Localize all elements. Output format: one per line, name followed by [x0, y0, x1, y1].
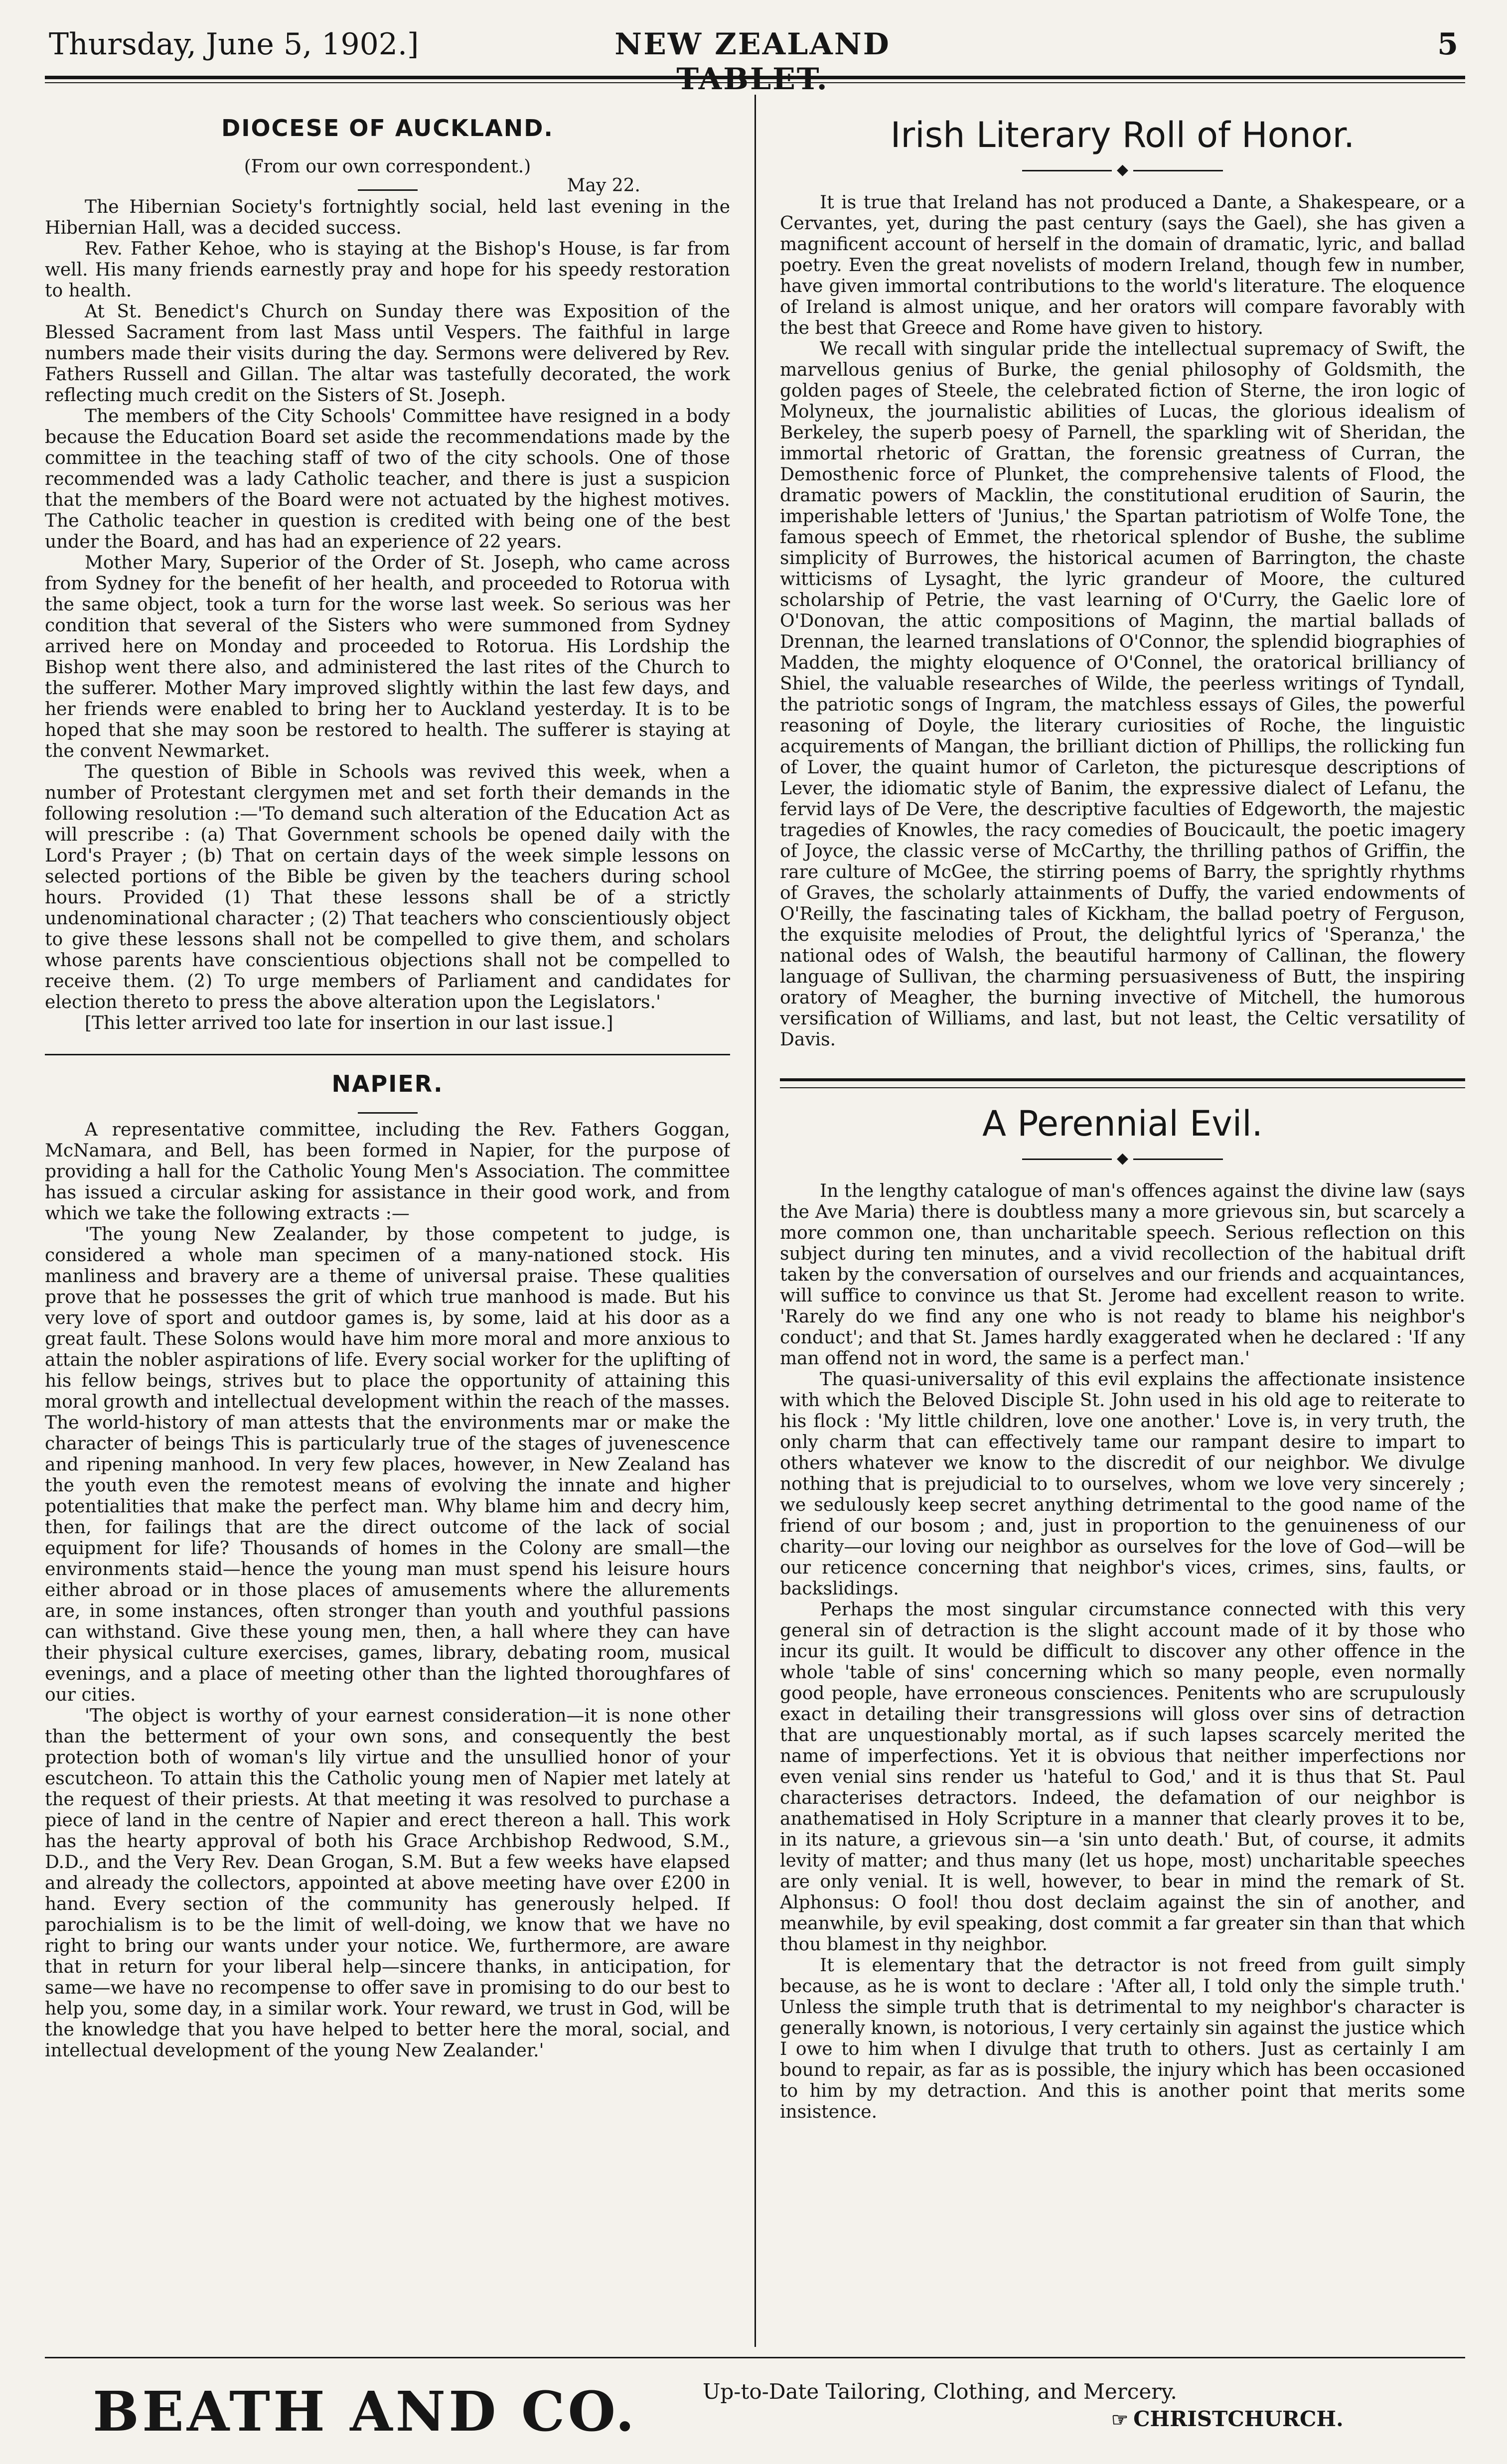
paragraph: The question of Bible in Schools was revived this week, when a number of Protestant clergymen met and set forth their demands in the following resolution :—'To demand such alteration of the Education Act as will prescribe : (a) That Government schools be opened daily with the Lord's Prayer ; (b) That on certain days of the week simple lessons on selected portions of the Bible be given by the teachers during school hours. Provided (1) That these lessons shall be of a strictly undenominational character ; (2) That teachers who conscientiously object to give these lessons shall not be compelled to give them, and scholars whose parents have conscientious objections shall not be compelled to receive them. (2) To urge members of Parliament and candidates for election thereto to press the above alteration upon the Legislators.': [45, 762, 730, 1013]
title-ornament: ◆: [780, 162, 1465, 177]
running-header: [45, 20, 1465, 97]
article-title-irish-literary: Irish Literary Roll of Honor.: [890, 115, 1355, 155]
short-rule: [358, 189, 418, 191]
section-rule: [45, 1054, 730, 1055]
paragraph: 'The young New Zealander, by those competent to judge, is considered a whole man specimen of a many-nationed stock. His manliness and bravery are a theme of universal praise. These qualities prove that he possesses the grit of which true manhood is made. But his very love of sport and outdoor games is, by some, laid at his door as a great fault. These Solons would have him more moral and more anxious to attain the nobler aspirations of life. Every social worker for the uplifting of his fellow beings, strives but to place the opportunity of attaining this moral growth and intellectual development within the reach of the masses. The world-history of man attests that the environments mar or make the character of beings This is particularly true of the stages of juvenescence and ripening manhood. In very few places, however, in New Zealand has the youth even the remotest means of evolving the innate and higher potentialities that make the perfect man. Why blame him and decry him, then, for failings that are the direct outcome of the lack of social equipment for life? Thousands of homes in the Colony are small—the environments staid—hence the young man must spend his leisure hours either abroad or in those places of amusements where the allurements are, in some instances, often stronger than youth and youthful passions can withstand. Give these young men, then, a hall where they can have their physical culture exercises, games, library, debating room, musical evenings, and a place of meeting other than the lighted thoroughfares of our cities.: [45, 1224, 730, 1705]
section-rule-thin: [780, 1087, 1465, 1088]
short-rule: [358, 1112, 418, 1114]
newspaper-page: [45, 20, 1465, 2442]
paragraph: We recall with singular pride the intellectual supremacy of Swift, the marvellous genius of Burke, the genial philosophy of Goldsmith, the golden pages of Steele, the celebrated fiction of Sterne, the iron logic of Molyneux, the journalistic abilities of Lucas, the glorious idealism of Berkeley, the superb poesy of Parnell, the sparkling wit of Sheridan, the immortal rhetoric of Grattan, the forensic greatness of Curran, the Demosthenic force of Plunket, the comprehensive talents of Flood, the dramatic powers of Macklin, the constitutional erudition of Saurin, the imperishable letters of 'Junius,' the Spartan patriotism of Wolfe Tone, the famous speech of Emmet, the rhetorical splendor of Bushe, the sublime simplicity of Burrowes, the historical acumen of Barrington, the chaste witticisms of Lysaght, the lyric grandeur of Moore, the cultured scholarship of Petrie, the vast learning of O'Curry, the Gaelic lore of O'Donovan, the attic compositions of Maginn, the martial ballads of Drennan, the learned translations of O'Connor, the splendid biographies of Madden, the mighty eloquence of O'Connel, the oratorical brilliancy of Shiel, the valuable researches of Wilde, the peerless writings of Tyndall, the patriotic songs of Ingram, the matchless essays of Giles, the powerful reasoning of Doyle, the literary curiosities of Roche, the linguistic acquirements of Mangan, the brilliant diction of Phillips, the rollicking fun of Lover, the quaint humor of Carleton, the picturesque descriptions of Lever, the idiomatic style of Banim, the expressive dialect of Lefanu, the fervid lays of De Vere, the descriptive faculties of Edgeworth, the majestic tragedies of Knowles, the racy comedies of Boucicault, the poetic imagery of Joyce, the classic verse of McCarthy, the thrilling pathos of Griffin, the rare culture of McGee, the stirring poems of Barry, the sprightly rhythms of Graves, the scholarly attainments of Duffy, the varied endowments of O'Reilly, the fascinating tales of Kickham, the ballad poetry of Ferguson, the exquisite melodies of Prout, the delightful lyrics of 'Speranza,' the national odes of Walsh, the beautiful harmony of Callinan, the flowery language of Sullivan, the charming persuasiveness of Butt, the inspiring oratory of Meagher, the burning invective of Mitchell, the humorous versification of Williams, and last, but not least, the Celtic versatility of Davis.: [780, 339, 1465, 1050]
advertisement-text: Up-to-Date Tailoring, Clothing, and Mercery.: [703, 2379, 1177, 2404]
article-date: May 22.: [567, 175, 640, 196]
paragraph: In the lengthy catalogue of man's offences against the divine law (says the Ave Maria) there is doubtless many a more grievous sin, but scarcely a more common one, than uncharitable speech. Serious reflection on this subject during ten minutes, and a vivid recollection of the habitual drift taken by the conversation of ourselves and our friends and acquaintances, will suffice to convince us that St. Jerome had excellent reason to write. 'Rarely do we find any one who is not ready to blame his neighbor's conduct'; and that St. James hardly exaggerated when he declared : 'If any man offend not in word, the same is a perfect man.': [780, 1181, 1465, 1369]
advertiser-name: BEATH AND CO.: [93, 2379, 638, 2444]
paragraph: A representative committee, including the Rev. Fathers Goggan, McNamara, and Bell, has been formed in Napier, for the purpose of providing a hall for the Catholic Young Men's Association. The committee has issued a circular asking for assistance in their good work, and from which we take the following extracts :—: [45, 1120, 730, 1224]
paragraph: At St. Benedict's Church on Sunday there was Exposition of the Blessed Sacrament from last Mass until Vespers. The faithful in large numbers made their visits during the day. Sermons were delivered by Rev. Fathers Russell and Gillan. The altar was tastefully decorated, the work reflecting much credit on the Sisters of St. Joseph.: [45, 301, 730, 406]
paragraph: The quasi-universality of this evil explains the affectionate insistence with which the Beloved Disciple St. John used in his old age to reiterate to his flock : 'My little children, love one another.' Love is, in very truth, the only charm that can effectively tame our rampant desire to impart to others whatever we know to the discredit of our neighbor. We divulge nothing that is prejudicial to to ourselves, whom we love very sincerely ; we sedulously keep secret anything detrimental to the good name of the friend of our bosom ; and, just in proportion to the genuineness of our charity—our loving our neighbor as ourselves for the love of God—will be our reticence concerning that neighbor's vices, crimes, sins, faults, or backslidings.: [780, 1369, 1465, 1599]
location-text: CHRISTCHURCH.: [1133, 2407, 1344, 2431]
editor-note: [This letter arrived too late for insertion in our last issue.]: [85, 1013, 613, 1033]
paragraph: The Hibernian Society's fortnightly social, held last evening in the Hibernian Hall, was a decided success.: [45, 197, 730, 238]
header-rule-thin: [45, 82, 1465, 83]
title-ornament: ◆: [780, 1151, 1465, 1166]
advertisement-location: [1111, 2407, 1344, 2431]
paragraph: 'The object is worthy of your earnest consideration—it is none other than the betterment of your own sons, and consequently the best protection both of woman's lily virtue and the unsullied honor of your escutcheon. To attain this the Catholic young men of Napier met lately at the request of their priests. At that meeting it was resolved to purchase a piece of land in the centre of Napier and erect thereon a hall. This work has the hearty approval of both his Grace Archbishop Redwood, S.M., D.D., and the Very Rev. Dean Grogan, S.M. But a few weeks have elapsed and already the collectors, appointed at above meeting have over £200 in hand. Every section of the community has generously helped. If parochialism is to be the limit of well-doing, we know that we have no right to bring our wants under your notice. We, furthermore, are aware that in return for your liberal help—sincere thanks, in anticipation, for same—we have no recompense to offer save in promising to do our best to help you, some day, in a similar work. Your reward, we trust in God, will be the knowledge that you have helped to better here the moral, social, and intellectual development of the young New Zealander.': [45, 1706, 730, 2061]
masthead-title: NEW ZEALAND TABLET.: [614, 27, 891, 97]
right-column: [780, 100, 1465, 2344]
correspondent-note: (From our own correspondent.): [244, 156, 531, 177]
article-title-auckland: DIOCESE OF AUCKLAND.: [221, 115, 554, 142]
paragraph: It is true that Ireland has not produced a Dante, a Shakespeare, or a Cervantes, yet, during the past century (says the Gael), she has given a magnificent account of herself in the domain of dramatic, lyric, and ballad poetry. Even the great novelists of modern Ireland, though few in number, have given immortal contributions to the world's literature. The eloquence of Ireland is almost unique, and her orators will compare favorably with the best that Greece and Rome have given to history.: [780, 192, 1465, 338]
page-number: 5: [1437, 27, 1458, 62]
section-rule: [780, 1078, 1465, 1081]
article-title-napier: NAPIER.: [331, 1070, 444, 1097]
paragraph: Rev. Father Kehoe, who is staying at the Bishop's House, is far from well. His many friends earnestly pray and hope for his speedy restoration to health.: [45, 239, 730, 301]
issue-date: Thursday, June 5, 1902.]: [49, 27, 419, 62]
header-rule: [45, 76, 1465, 79]
column-divider: [754, 95, 756, 2347]
paragraph: It is elementary that the detractor is not freed from guilt simply because, as he is wont to declare : 'After all, I told only the simple truth.' Unless the simple truth that is detrimental to my neighbor's character is generally known, is notorious, I very certainly sin against the justice which I owe to him when I divulge that truth to others. Just as certainly I am bound to repair, as far as is possible, the injury which has been occasioned to him by my detraction. And this is another point that merits some insistence.: [780, 1955, 1465, 2122]
paragraph: The members of the City Schools' Committee have resigned in a body because the Education Board set aside the recommendations made by the committee in the teaching staff of two of the city schools. One of those recommended was a lady Catholic teacher, and there is just a suspicion that the members of the Board were not actuated by the highest motives. The Catholic teacher in question is credited with being one of the best under the Board, and has had an experience of 22 years.: [45, 406, 730, 552]
paragraph: Perhaps the most singular circumstance connected with this very general sin of detraction is the slight account made of it by those who incur its guilt. It would be difficult to discover any other offence in the whole 'table of sins' concerning which so many people, even normally good people, have erroneous consciences. Penitents who are scrupulously exact in detailing their transgressions will gloss over sins of detraction that are unquestionably mortal, as if such lapses scarcely merited the name of imperfections. Yet it is obvious that neither imperfections nor even venial sins render us 'hateful to God,' and it is thus that St. Paul characterises detractors. Indeed, the defamation of our neighbor is anathematised in Holy Scripture in a manner that clearly proves it to be, in its nature, a grievous sin—a 'sin unto death.' But, of course, it admits levity of matter; and thus many (let us hope, most) uncharitable speeches are only venial. It is well, however, to bear in mind the remark of St. Alphonsus: O fool! thou dost declaim against the sin of another, and meanwhile, by evil speaking, dost commit a far greater sin than that which thou blamest in thy neighbor.: [780, 1599, 1465, 1955]
paragraph: Mother Mary, Superior of the Order of St. Joseph, who came across from Sydney for the benefit of her health, and proceeded to Rotorua with the same object, took a turn for the worse last week. So serious was her condition that several of the Sisters who were summoned from Sydney arrived here on Monday and proceeded to Rotorua. His Lordship the Bishop went there also, and administered the last rites of the Church to the sufferer. Mother Mary improved slightly within the last few days, and her friends were enabled to bring her to Auckland yesterday. It is to be hoped that she may soon be restored to health. The sufferer is staying at the convent Newmarket.: [45, 553, 730, 761]
dateline: [45, 156, 730, 196]
article-title-perennial-evil: A Perennial Evil.: [982, 1103, 1263, 1144]
pointing-hand-icon: ☞: [1111, 2408, 1129, 2431]
left-column: [45, 100, 730, 2344]
footer-rule: [45, 2357, 1465, 2358]
